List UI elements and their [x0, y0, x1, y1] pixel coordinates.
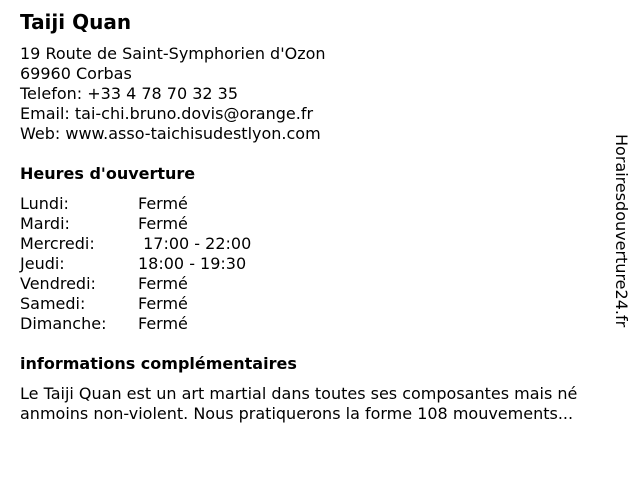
city-address: 69960 Corbas — [20, 64, 132, 83]
hours-row-dimanche — [20, 314, 251, 334]
contact-block — [20, 44, 326, 144]
day-hours: 17:00 - 22:00 — [138, 234, 252, 253]
site-watermark: Horairesdouverture24.fr — [612, 134, 631, 328]
day-label: Mercredi: — [20, 234, 95, 253]
day-label: Vendredi: — [20, 274, 96, 293]
day-label: Mardi: — [20, 214, 70, 233]
hours-row-vendredi — [20, 274, 251, 294]
hours-heading: Heures d'ouverture — [20, 164, 196, 183]
day-label: Dimanche: — [20, 314, 107, 333]
day-hours: Fermé — [138, 314, 188, 333]
day-hours: Fermé — [138, 294, 188, 313]
day-label: Samedi: — [20, 294, 86, 313]
hours-row-jeudi — [20, 254, 251, 274]
hours-row-samedi — [20, 294, 251, 314]
info-heading: informations complémentaires — [20, 354, 297, 373]
phone-line[interactable]: Telefon: +33 4 78 70 32 35 — [20, 84, 239, 103]
info-line: anmoins non-violent. Nous pratiquerons la forme 108 mouvements... — [20, 404, 574, 423]
day-hours: Fermé — [138, 274, 188, 293]
hours-row-lundi — [20, 194, 251, 214]
email-line[interactable]: Email: tai-chi.bruno.dovis@orange.fr — [20, 104, 314, 123]
info-line: Le Taiji Quan est un art martial dans toutes ses composantes mais né — [20, 384, 578, 403]
day-hours: Fermé — [138, 194, 188, 213]
hours-row-mercredi — [20, 234, 251, 254]
hours-table — [20, 194, 251, 334]
business-name: Taiji Quan — [20, 10, 132, 34]
day-hours: Fermé — [138, 214, 188, 233]
web-line[interactable]: Web: www.asso-taichisudestlyon.com — [20, 124, 321, 143]
day-label: Lundi: — [20, 194, 69, 213]
day-hours: 18:00 - 19:30 — [138, 254, 247, 273]
info-description — [20, 384, 577, 424]
street-address: 19 Route de Saint-Symphorien d'Ozon — [20, 44, 326, 63]
hours-row-mardi — [20, 214, 251, 234]
day-label: Jeudi: — [20, 254, 65, 273]
